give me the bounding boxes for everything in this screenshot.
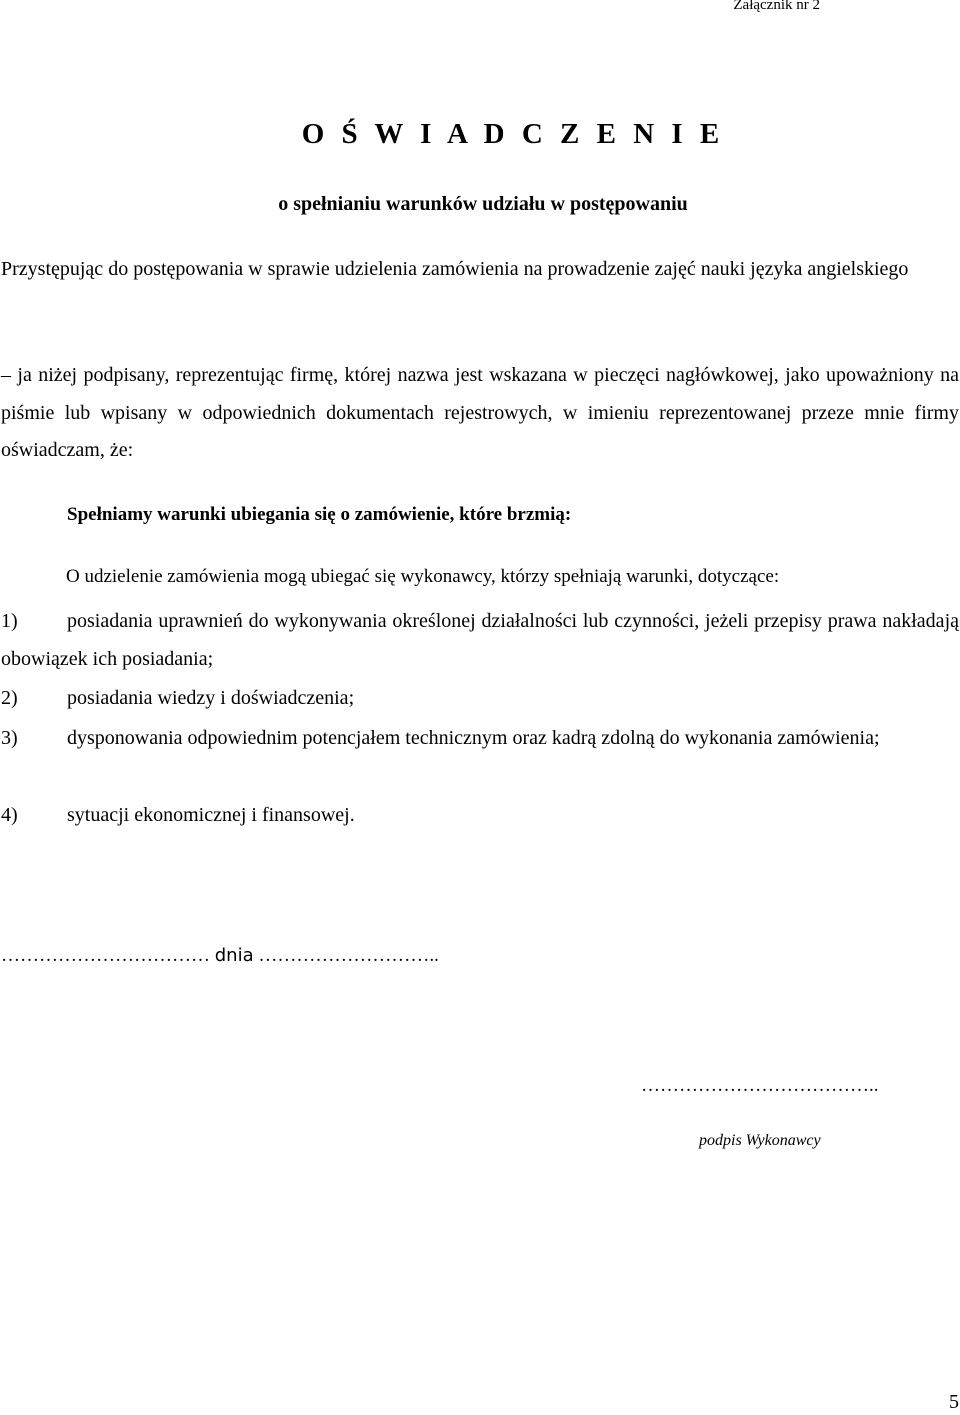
- document-title: O Ś W I A D C Z E N I E: [301, 118, 725, 150]
- page-number: 5: [949, 1391, 959, 1413]
- list-item: [1, 603, 959, 678]
- place-date-line: [1, 945, 439, 967]
- place-blank: ……………………………: [1, 945, 210, 966]
- date-label: dnia: [214, 945, 254, 966]
- list-item-number: 2): [1, 687, 18, 709]
- signature-label: podpis Wykonawcy: [699, 1132, 821, 1149]
- list-item-text: dysponowania odpowiednim potencjałem technicznym oraz kadrą zdolną do wykonania zamówienia;: [67, 727, 880, 749]
- signature-blank: ………………………………..: [641, 1075, 879, 1096]
- list-item-number: 3): [1, 727, 18, 749]
- paragraph-intro: Przystępując do postępowania w sprawie udzielenia zamówienia na prowadzenie zajęć nauki języka angielskiego: [1, 258, 909, 280]
- list-item-number: 1): [1, 610, 18, 632]
- annex-label: Załącznik nr 2: [733, 0, 820, 13]
- section-heading: Spełniamy warunki ubiegania się o zamówienie, które brzmią:: [67, 504, 572, 525]
- list-item-text: sytuacji ekonomicznej i finansowej.: [67, 804, 355, 826]
- document-subtitle: o spełnianiu warunków udziału w postępowaniu: [278, 193, 688, 215]
- list-item: [1, 680, 959, 718]
- list-item-text: posiadania uprawnień do wykonywania określonej działalności lub czynności, jeżeli przepisy prawa nakładają obowiązek ich posiadania;: [1, 610, 959, 670]
- list-item-text: posiadania wiedzy i doświadczenia;: [67, 687, 355, 709]
- conditions-intro: O udzielenie zamówienia mogą ubiegać się wykonawcy, którzy spełniają warunki, dotyczące:: [66, 566, 780, 587]
- date-blank: ………………………..: [258, 945, 439, 966]
- list-item: [1, 797, 959, 835]
- list-item: [1, 720, 959, 758]
- list-item-number: 4): [1, 804, 18, 826]
- paragraph-declaration: – ja niżej podpisany, reprezentując firmę, której nazwa jest wskazana w pieczęci nagłówkowej, jako upoważniony na piśmie lub wpisany w odpowiednich dokumentach rejestrowych, w imieniu reprezentowanej przeze mnie firmy oświadczam, że:: [1, 364, 959, 461]
